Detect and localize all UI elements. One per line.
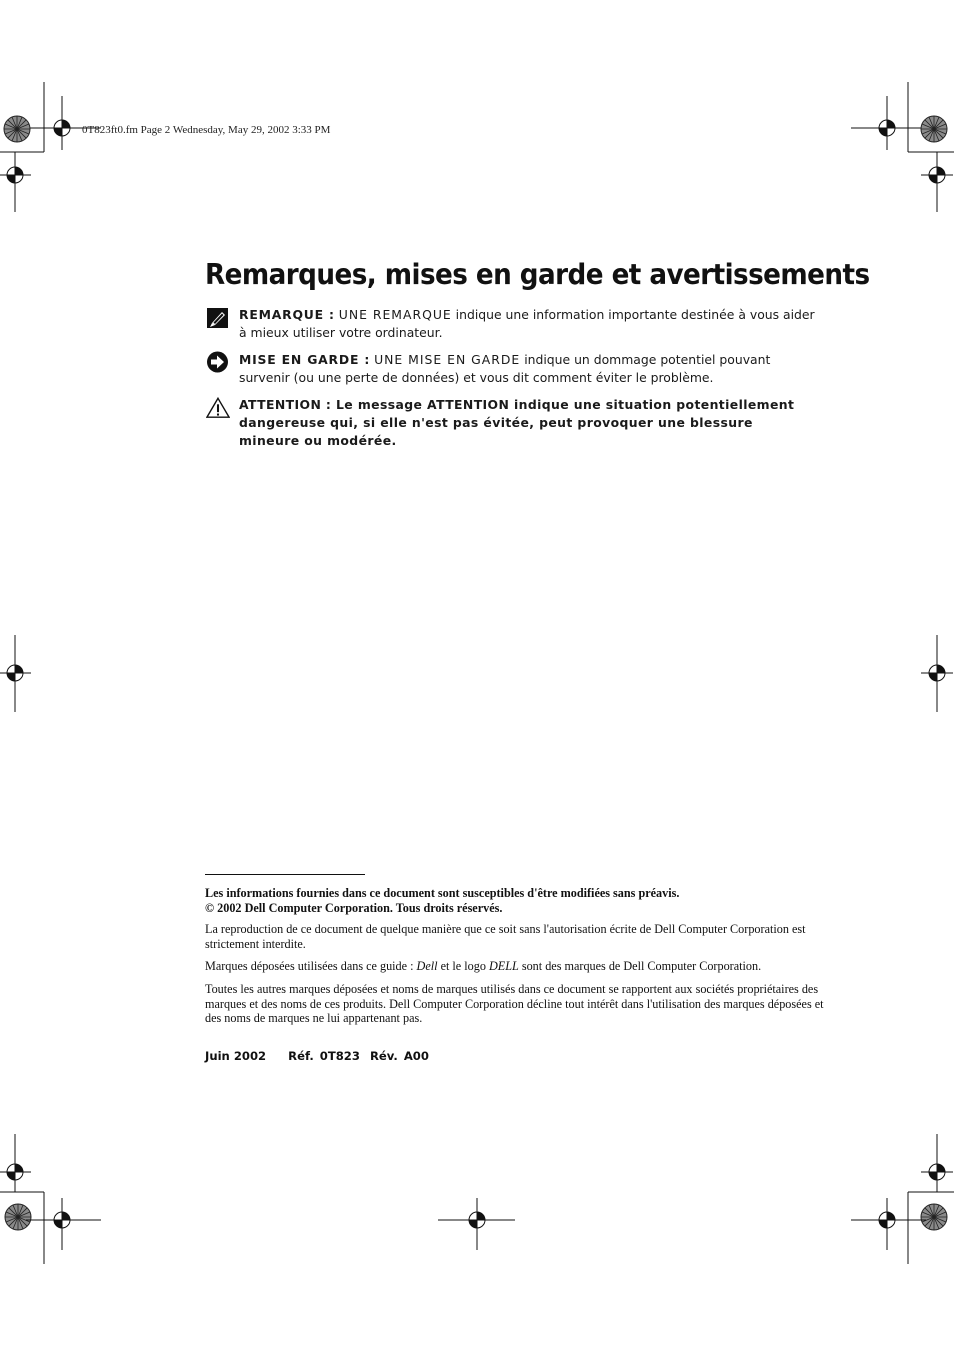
notice-attention bbox=[206, 396, 816, 450]
legal-change-notice: Les informations fournies dans ce document sont susceptibles d'être modifiées sans préavis. bbox=[205, 886, 680, 900]
page-title: Remarques, mises en garde et avertissements bbox=[205, 258, 870, 291]
notice-attention-text bbox=[239, 396, 816, 450]
legal-trademarks-text bbox=[205, 959, 825, 974]
legal-copyright: © 2002 Dell Computer Corporation. Tous droits réservés. bbox=[205, 900, 503, 915]
pencil-note-icon bbox=[206, 306, 230, 330]
arrow-circle-icon bbox=[206, 351, 230, 375]
trademarks-prefix: Marques déposées utilisées dans ce guide : bbox=[205, 959, 417, 973]
notice-remarque bbox=[206, 306, 816, 342]
notice-lead: UNE MISE EN GARDE bbox=[374, 352, 521, 367]
trademarks-mid: et le logo bbox=[437, 959, 489, 973]
notice-mise-en-garde bbox=[206, 351, 816, 387]
notice-body: indique une situation potentiellement dangereuse qui, si elle n'est pas évitée, peut provoquer une blessure mineure ou modérée. bbox=[239, 397, 795, 448]
notice-label: MISE EN GARDE : bbox=[239, 352, 371, 367]
ref-number: 0T823 bbox=[319, 1049, 360, 1063]
trademark-dell: Dell bbox=[416, 959, 438, 973]
file-info-header: 0T823ft0.fm Page 2 Wednesday, May 29, 2002 3:33 PM bbox=[82, 124, 331, 136]
notice-label: ATTENTION : bbox=[239, 397, 332, 412]
trademarks-suffix: sont des marques de Dell Computer Corporation. bbox=[518, 959, 762, 973]
notice-remarque-text bbox=[239, 306, 816, 342]
rev-number: A00 bbox=[403, 1049, 429, 1063]
legal-other-marks bbox=[205, 982, 825, 1026]
legal-other-marks-text: Toutes les autres marques déposées et noms de marques utilisés dans ce document se rapportent aux sociétés propriétaires des marques et des noms de ces produits. Dell Computer Corporation décline tout intérêt dans l'utilisation des marques déposées et des noms de marques ne lui appartenant pas. bbox=[205, 982, 824, 1025]
trademark-dell-logo: DELL bbox=[488, 959, 519, 973]
notice-body: indique une information importante destinée à vous aider à mieux utiliser votre ordinateur. bbox=[239, 307, 815, 340]
notice-mise-en-garde-text bbox=[239, 351, 816, 387]
footnote-rule bbox=[205, 874, 365, 875]
rev-label: Rév. bbox=[370, 1049, 398, 1063]
legal-trademarks bbox=[205, 959, 825, 974]
notice-label: REMARQUE : bbox=[239, 307, 335, 322]
document-date: Juin 2002 bbox=[205, 1049, 267, 1063]
notice-lead: UNE REMARQUE bbox=[338, 307, 452, 322]
ref-label: Réf. bbox=[288, 1049, 314, 1063]
notice-body: indique un dommage potentiel pouvant survenir (ou une perte de données) et vous dit comment éviter le problème. bbox=[239, 352, 771, 385]
legal-reproduction bbox=[205, 922, 825, 951]
document-reference bbox=[205, 1049, 435, 1063]
legal-notice-bold bbox=[205, 886, 825, 915]
notice-lead: Le message ATTENTION bbox=[336, 397, 510, 412]
warning-triangle-icon bbox=[206, 396, 230, 420]
legal-reproduction-text: La reproduction de ce document de quelque manière que ce soit sans l'autorisation écrite de Dell Computer Corporation est strictement interdite. bbox=[205, 922, 806, 951]
